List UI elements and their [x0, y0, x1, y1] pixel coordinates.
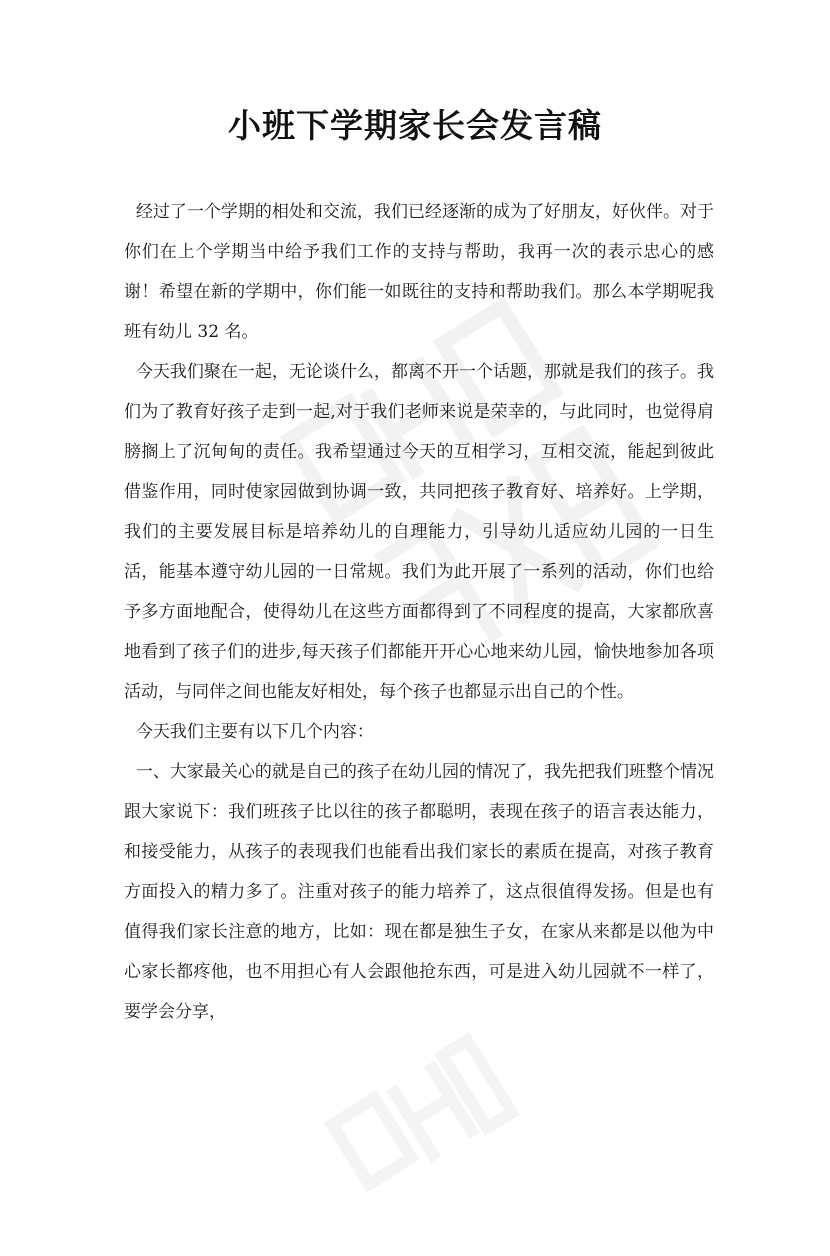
- paragraph-agenda: 今天我们主要有以下几个内容：: [135, 722, 374, 742]
- paragraph-intro: 经过了一个学期的相处和交流，我们已经逐渐的成为了好朋友，好伙伴。对于你们在上个学期当中给予我们工作的支持与帮助，我再一次的表示忠心的感谢！希望在新的学期中，你们能一如既往的支持和帮助我们。那么本学期呢我班有幼儿 32 名。: [124, 202, 714, 342]
- page-title: 小班下学期家长会发言稿: [228, 106, 602, 145]
- watermark-logo-icon: [311, 1024, 548, 1255]
- paragraph-topic: 今天我们聚在一起，无论谈什么，都离不开一个话题，那就是我们的孩子。我们为了教育好孩子走到一起,对于我们老师来说是荣幸的，与此同时，也觉得肩膀搁上了沉甸甸的责任。我希望通过今天的互相学习，互相交流，能起到彼此借鉴作用，同时使家园做到协调一致，共同把孩子教育好、培养好。上学期，我们的主要发展目标是培养幼儿的自理能力，引导幼儿适应幼儿园的一日生活，能基本遵守幼儿园的一日常规。我们为此开展了一系列的活动，你们也给予多方面地配合，使得幼儿在这些方面都得到了不同程度的提高，大家都欣喜地看到了孩子们的进步,每天孩子们都能开开心心地来幼儿园，愉快地参加各项活动，与同伴之间也能友好相处，每个孩子也都显示出自己的个性。: [124, 362, 714, 702]
- document-body: [124, 192, 714, 1032]
- paragraph-item-one: 一、大家最关心的就是自己的孩子在幼儿园的情况了，我先把我们班整个情况跟大家说下：我们班孩子比以往的孩子都聪明，表现在孩子的语言表达能力，和接受能力，从孩子的表现我们也能看出我们家长的素质在提高，对孩子教育方面投入的精力多了。注重对孩子的能力培养了，这点很值得发扬。但是也有值得我们家长注意的地方，比如：现在都是独生子女，在家从来都是以他为中心家长都疼他，也不用担心有人会跟他抢东西，可是进入幼儿园就不一样了，要学会分享，: [124, 762, 714, 1022]
